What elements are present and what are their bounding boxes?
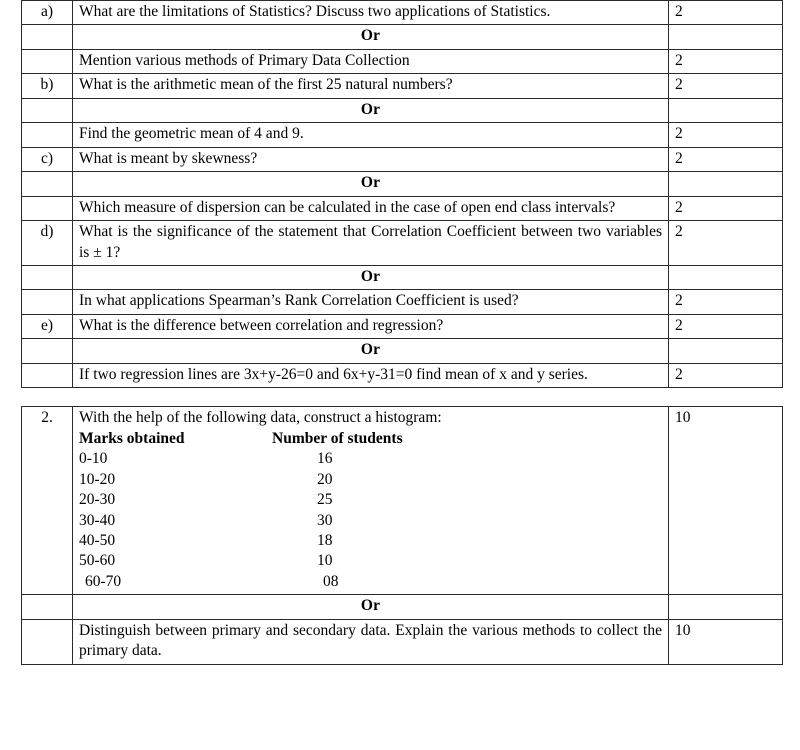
- row-marks: 2: [669, 290, 783, 314]
- row-label: [22, 98, 73, 122]
- data-number-of-students: 08: [323, 572, 339, 590]
- question-1-table: [21, 0, 783, 388]
- or-separator: Or: [73, 265, 669, 289]
- question-2-table: [21, 406, 783, 664]
- question-1-rows: [22, 1, 783, 388]
- data-row: [79, 511, 662, 531]
- or-separator: Or: [73, 339, 669, 363]
- table-row: [22, 1, 783, 25]
- data-number-of-students: 25: [317, 491, 333, 509]
- row-label: d): [22, 221, 73, 266]
- table-row-or: [22, 265, 783, 289]
- data-row: [79, 470, 662, 490]
- table-row: [22, 290, 783, 314]
- data-row: [79, 551, 662, 571]
- row-marks: 2: [669, 314, 783, 338]
- or-separator: Or: [73, 25, 669, 49]
- header-number-of-students: Number of students: [272, 429, 403, 447]
- row-text: In what applications Spearman’s Rank Correlation Coefficient is used?: [73, 290, 669, 314]
- row-label: [22, 290, 73, 314]
- table-row: [22, 74, 783, 98]
- table-row-or: [22, 98, 783, 122]
- row-text: Which measure of dispersion can be calculated in the case of open end class intervals?: [73, 196, 669, 220]
- row-marks: 2: [669, 363, 783, 387]
- table-row: [22, 196, 783, 220]
- data-marks-obtained: 30-40: [79, 511, 116, 529]
- data-marks-obtained: 60-70: [85, 572, 122, 590]
- row-label: b): [22, 74, 73, 98]
- row-text: What is the significance of the statement that Correlation Coefficient between two variables is ± 1?: [73, 221, 669, 266]
- data-marks-obtained: 40-50: [79, 531, 116, 549]
- data-table-header: [79, 429, 662, 449]
- table-row: [22, 619, 783, 664]
- row-label: 2.: [22, 407, 73, 595]
- data-marks-obtained: 50-60: [79, 552, 116, 570]
- or-separator: Or: [73, 98, 669, 122]
- question-prompt: With the help of the following data, construct a histogram:: [79, 409, 442, 427]
- row-text: What is the difference between correlation and regression?: [73, 314, 669, 338]
- table-row-or: [22, 25, 783, 49]
- row-label: a): [22, 1, 73, 25]
- table-row: [22, 147, 783, 171]
- row-label: [22, 363, 73, 387]
- data-row: [79, 531, 662, 551]
- row-marks: 10: [669, 407, 783, 595]
- data-marks-obtained: 20-30: [79, 491, 116, 509]
- row-marks: [669, 25, 783, 49]
- row-marks: [669, 98, 783, 122]
- table-row: [22, 314, 783, 338]
- data-row: [79, 490, 662, 510]
- table-row: [22, 407, 783, 595]
- row-text: If two regression lines are 3x+y-26=0 and 6x+y-31=0 find mean of x and y series.: [73, 363, 669, 387]
- row-marks: 2: [669, 221, 783, 266]
- data-number-of-students: 10: [317, 552, 333, 570]
- data-number-of-students: 30: [317, 511, 333, 529]
- row-marks: 2: [669, 1, 783, 25]
- row-marks: 2: [669, 123, 783, 147]
- row-marks: [669, 595, 783, 619]
- data-marks-obtained: 0-10: [79, 450, 108, 468]
- row-label: c): [22, 147, 73, 171]
- table-gap: [0, 388, 800, 406]
- row-label: [22, 595, 73, 619]
- table-row: [22, 363, 783, 387]
- row-text: What is meant by skewness?: [73, 147, 669, 171]
- row-marks: [669, 339, 783, 363]
- row-marks: 2: [669, 49, 783, 73]
- data-number-of-students: 20: [317, 470, 333, 488]
- row-marks: [669, 265, 783, 289]
- row-label: [22, 339, 73, 363]
- table-row-or: [22, 339, 783, 363]
- histogram-question-cell: [73, 407, 669, 595]
- row-label: [22, 172, 73, 196]
- row-text: Mention various methods of Primary Data Collection: [73, 49, 669, 73]
- row-marks: 10: [669, 619, 783, 664]
- table-row: [22, 123, 783, 147]
- table-row: [22, 221, 783, 266]
- row-label: e): [22, 314, 73, 338]
- header-marks-obtained: Marks obtained: [79, 429, 185, 447]
- or-separator: Or: [73, 595, 669, 619]
- row-label: [22, 265, 73, 289]
- data-number-of-students: 18: [317, 531, 333, 549]
- table-row: [22, 49, 783, 73]
- table-row-or: [22, 595, 783, 619]
- row-marks: [669, 172, 783, 196]
- row-label: [22, 49, 73, 73]
- row-text: Distinguish between primary and secondary data. Explain the various methods to collect the primary data.: [73, 619, 669, 664]
- row-label: [22, 123, 73, 147]
- row-label: [22, 619, 73, 664]
- or-separator: Or: [73, 172, 669, 196]
- data-marks-obtained: 10-20: [79, 470, 116, 488]
- row-label: [22, 196, 73, 220]
- data-row: [79, 449, 662, 469]
- row-marks: 2: [669, 147, 783, 171]
- row-marks: 2: [669, 196, 783, 220]
- data-row: [79, 572, 662, 592]
- question-2-rows: [22, 407, 783, 664]
- row-label: [22, 25, 73, 49]
- row-marks: 2: [669, 74, 783, 98]
- row-text: What is the arithmetic mean of the first 25 natural numbers?: [73, 74, 669, 98]
- row-text: Find the geometric mean of 4 and 9.: [73, 123, 669, 147]
- data-number-of-students: 16: [317, 450, 333, 468]
- row-text: What are the limitations of Statistics? Discuss two applications of Statistics.: [73, 1, 669, 25]
- table-row-or: [22, 172, 783, 196]
